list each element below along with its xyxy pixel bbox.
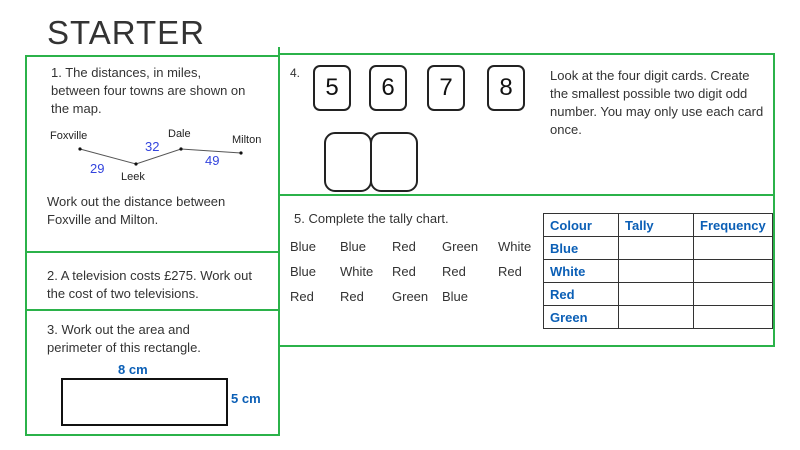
tally-word: Blue [290,264,317,279]
table-row [544,260,773,283]
empty-card-tens[interactable] [324,132,372,192]
tally-word: Red [442,264,466,279]
empty-card-units[interactable] [370,132,418,192]
tally-word: White [498,239,532,254]
tally-word: Blue [290,239,317,254]
map-point-milton [239,151,242,154]
frequency-cell-green[interactable] [694,306,773,329]
map-distance-foxville-leek: 29 [90,161,105,176]
frame-right-top [278,53,775,55]
table-header-row [544,214,773,237]
frame-left-side [25,55,27,435]
q2-text: 2. A television costs £275. Work out the cost of two televisions. [47,268,252,301]
map-label-leek: Leek [121,171,145,183]
digit-card-8: 8 [487,65,525,111]
row-label-red: Red [544,283,619,306]
tally-word: Green [442,239,479,254]
tally-word: Green [392,289,429,304]
frame-divider-q4-q5 [278,194,775,196]
digit-card-7: 7 [427,65,465,111]
tally-word: Red [392,239,416,254]
map-label-foxville: Foxville [50,130,88,142]
q4-text: Look at the four digit cards. Create the smallest possible two digit odd number. You may only use each card once. [550,68,764,137]
frame-divider-q2-q3 [25,309,279,311]
map-point-dale [179,147,182,150]
q1-task: Work out the distance between Foxville and Milton. [47,194,226,227]
tally-cell-white[interactable] [619,260,694,283]
rectangle-width-label: 8 cm [118,362,148,377]
digit-card-5: 5 [313,65,351,111]
map-point-leek [134,162,137,165]
row-label-blue: Blue [544,237,619,260]
frame-right-bottom [278,345,775,347]
tally-chart-table [543,213,773,329]
q4-number: 4. [290,66,301,80]
table-row [544,306,773,329]
frequency-cell-red[interactable] [694,283,773,306]
rectangle-height-label: 5 cm [231,391,261,406]
tally-word: Red [340,289,364,304]
frame-left-bottom [25,434,279,436]
map-label-dale: Dale [168,128,191,140]
frequency-cell-blue[interactable] [694,237,773,260]
q1-text: 1. The distances, in miles, between four towns are shown on the map. [51,65,246,116]
row-label-white: White [544,260,619,283]
tally-word: Red [498,264,522,279]
frame-left-top [25,55,279,57]
row-label-green: Green [544,306,619,329]
tally-cell-blue[interactable] [619,237,694,260]
tally-word: Red [392,264,416,279]
tally-word: White [340,264,374,279]
frame-divider-q1-q2 [25,251,279,253]
table-row [544,237,773,260]
frame-divider-vertical [278,47,280,436]
tally-word: Red [290,289,314,304]
map-point-foxville [78,147,81,150]
frequency-cell-white[interactable] [694,260,773,283]
frame-right-side [773,53,775,347]
rectangle-shape [61,378,228,426]
header-frequency: Frequency [694,214,773,237]
page-title: STARTER [47,14,205,51]
tally-cell-green[interactable] [619,306,694,329]
header-tally: Tally [619,214,694,237]
q5-text: 5. Complete the tally chart. [294,211,449,226]
map-distance-dale-milton: 49 [205,153,220,168]
digit-card-6: 6 [369,65,407,111]
table-row [544,283,773,306]
q3-text: 3. Work out the area and perimeter of this rectangle. [47,322,201,355]
header-colour: Colour [544,214,619,237]
map-distance-leek-dale: 32 [145,139,160,154]
tally-word: Blue [340,239,367,254]
tally-cell-red[interactable] [619,283,694,306]
tally-word: Blue [442,289,469,304]
map-label-milton: Milton [232,134,262,146]
